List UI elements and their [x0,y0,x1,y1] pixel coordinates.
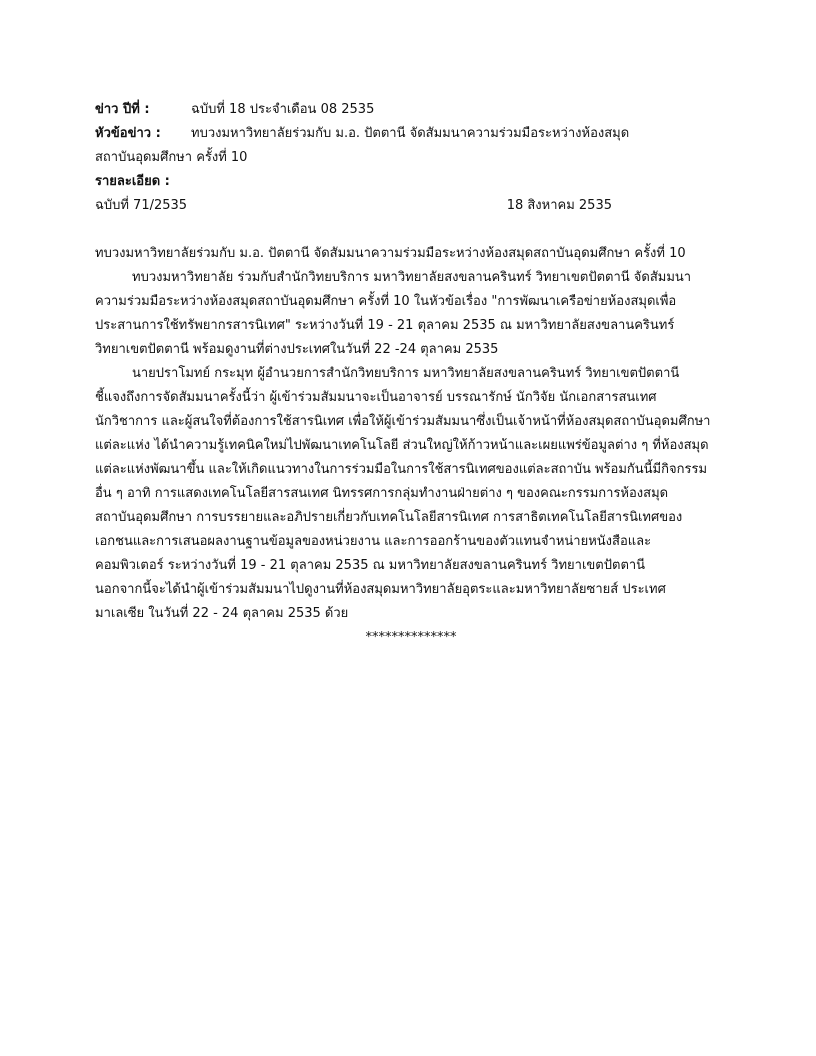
body-headline: ทบวงมหาวิทยาลัยร่วมกับ ม.อ. ปัตตานี จัดสัมมนาความร่วมมือระหว่างห้องสมุดสถาบันอุดมศึกษา ครั้งที่ 10 [95,246,686,261]
topic-row [95,122,727,146]
paragraph-2-line: แต่ละแห่ง ได้นำความรู้เทคนิคใหม่ไปพัฒนาเทคโนโลยี ส่วนใหญ่ให้ก้าวหน้าและเผยแพร่ข้อมูลต่าง ๆ ที่ห้องสมุด [95,438,709,453]
topic-line-1: ทบวงมหาวิทยาลัยร่วมกับ ม.อ. ปัตตานี จัดสัมมนาความร่วมมือระหว่างห้องสมุด [191,126,630,141]
issue-date: 18 สิงหาคม 2535 [506,198,612,213]
paragraph-2-line: นายปราโมทย์ กระมุท ผู้อำนวยการสำนักวิทยบริการ มหาวิทยาลัยสงขลานครินทร์ วิทยาเขตปัตตานี [132,366,680,381]
paragraph-2-line: มาเลเซีย ในวันที่ 22 - 24 ตุลาคม 2535 ด้วย [95,606,349,621]
paragraph-1-line: วิทยาเขตปัตตานี พร้อมดูงานที่ต่างประเทศในวันที่ 22 -24 ตุลาคม 2535 [95,342,499,357]
issue-label: ข่าว ปีที่ : [95,102,150,117]
paragraph-2-line: เอกชนและการเสนอผลงานฐานข้อมูลของหน่วยงาน และการออกร้านของตัวแทนจำหน่ายหนังสือและ [95,534,652,549]
paragraph-2 [95,362,727,626]
topic-label: หัวข้อข่าว : [95,126,161,141]
issue-number: ฉบับที่ 71/2535 [95,198,188,213]
paragraph-2-line: ชี้แจงถึงการจัดสัมมนาครั้งนี้ว่า ผู้เข้าร่วมสัมมนาจะเป็นอาจารย์ บรรณารักษ์ นักวิจัย นักเอกสารสนเทศ [95,390,657,405]
number-date-row [95,194,727,218]
issue-value: ฉบับที่ 18 ประจำเดือน 08 2535 [191,102,375,117]
paragraph-1 [95,266,727,362]
news-document [95,98,727,650]
paragraph-2-line: แต่ละแห่งพัฒนาขึ้น และให้เกิดแนวทางในการร่วมมือในการใช้สารนิเทศของแต่ละสถาบัน พร้อมกันนี้มีกิจกรรม [95,462,708,477]
paragraph-2-line: คอมพิวเตอร์ ระหว่างวันที่ 19 - 21 ตุลาคม 2535 ณ มหาวิทยาลัยสงขลานครินทร์ วิทยาเขตปัตตานี [95,558,646,573]
paragraph-2-line: อื่น ๆ อาทิ การแสดงเทคโนโลยีสารสนเทศ นิทรรศการกลุ่มทำงานฝ่ายต่าง ๆ ของคณะกรรมการห้องสมุด [95,486,669,501]
paragraph-1-line: ประสานการใช้ทรัพยากรสารนิเทศ" ระหว่างวันที่ 19 - 21 ตุลาคม 2535 ณ มหาวิทยาลัยสงขลานครินทร์ [95,318,675,333]
paragraph-1-line: ความร่วมมือระหว่างห้องสมุดสถาบันอุดมศึกษา ครั้งที่ 10 ในหัวข้อเรื่อง "การพัฒนาเครือข่ายห้องสมุดเพื่อ [95,294,677,309]
issue-row [95,98,727,122]
spacer [95,218,727,242]
paragraph-2-line: นักวิชาการ และผู้สนใจที่ต้องการใช้สารนิเทศ เพื่อให้ผู้เข้าร่วมสัมมนาซึ่งเป็นเจ้าหน้าที่ห้องสมุดสถาบันอุดมศึกษา [95,414,711,429]
paragraph-2-line: สถาบันอุดมศึกษา การบรรยายและอภิปรายเกี่ยวกับเทคโนโลยีสารนิเทศ การสาธิตเทคโนโลยีสารนิเทศของ [95,510,683,525]
detail-label: รายละเอียด : [95,174,170,189]
end-mark: ************** [365,630,457,645]
paragraph-2-line: นอกจากนี้จะได้นำผู้เข้าร่วมสัมมนาไปดูงานที่ห้องสมุดมหาวิทยาลัยอุตระและมหาวิทยาลัยซายส์ ประเทศ [95,582,666,597]
topic-line-2: สถาบันอุดมศึกษา ครั้งที่ 10 [95,150,248,165]
paragraph-1-line: ทบวงมหาวิทยาลัย ร่วมกับสำนักวิทยบริการ มหาวิทยาลัยสงขลานครินทร์ วิทยาเขตปัตตานี จัดสัมมนา [132,270,692,285]
